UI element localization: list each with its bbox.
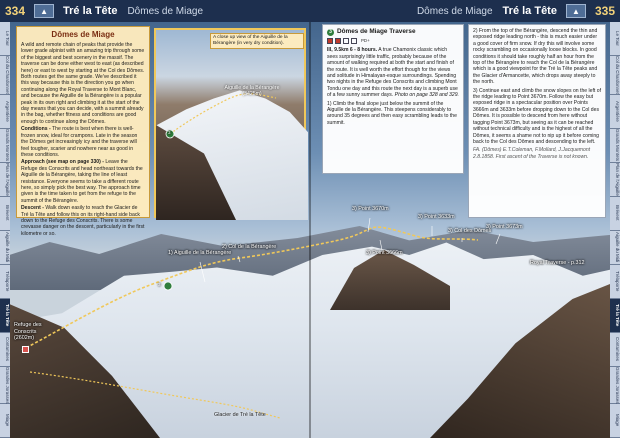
side-tab: Col du Chardonnet <box>0 56 10 95</box>
route-title-row <box>327 28 459 36</box>
route-stats: III, 9.5km 6 - 8 hours. <box>327 47 378 54</box>
side-tab-active: Tré la Tête <box>610 299 620 333</box>
route-pitch-2: 2) From the top of the Bérangère, descend the thin and exposed ridge leading north - this is much easier under a good cover of firm snow. If dry this will involve some rocky scrambling on occasionally loose blocks. In good conditions it should take roughly half an hour from the top of the Bérangère to reach the Col de la Bérangère which is a good viewpoint for the Tré la Tête peaks and the Glacier d'Armancette, which drops away steeply to the north. <box>473 28 598 86</box>
side-tab: Contamines <box>0 333 10 367</box>
label-berangere: 1) Aiguille de la Bérangère <box>168 250 232 256</box>
inset-peak-label: Aiguille de la Bérangère (3425m) <box>224 85 280 98</box>
side-tab: Plan de l'Aiguille <box>0 163 10 197</box>
side-tab: Argentière <box>610 95 620 129</box>
grade-cell <box>335 38 341 44</box>
side-tab: Grands Montets <box>0 129 10 163</box>
inset-photo <box>154 28 306 218</box>
photo-reference: Photo on page 328 and 329. <box>394 92 459 99</box>
book-logo-icon: ▲ <box>566 4 586 18</box>
route-textbox <box>322 24 464 174</box>
descent-label: Descent - <box>21 205 44 212</box>
label-col-berangere: 2) Col de la Bérangère <box>222 244 277 250</box>
side-tab: Grands Montets <box>610 129 620 163</box>
page-gutter <box>309 0 311 438</box>
grade-cell <box>351 38 357 44</box>
route-number-badge: 3 <box>327 29 334 36</box>
header-right-subtitle: Dômes de Miage <box>416 5 493 17</box>
side-tab: Le Tour <box>610 22 620 56</box>
side-tab: Grandes Jorasses <box>0 367 10 405</box>
header-left <box>0 0 310 22</box>
conditions-paragraph <box>21 126 145 158</box>
side-tab: Contamines <box>610 333 620 367</box>
approach-text: Leave the Refuge des Conscrits and head northeast towards the Aiguille de la Bérangère, taking the line of least resistance. Everyone seems to take a different route here, so simply pick the best way. The approach time given is the time taken to get from the refuge to the summit of the Bérangère. <box>21 159 143 204</box>
side-tab: Aiguille du Midi <box>0 231 10 265</box>
first-ascent-credit: FA. (Dômes) E.T.Coleman, F.Mollard, J.Jacquemont 2.8.1858. First ascent of the Traverse is not known. <box>473 147 591 160</box>
route-pitch-1: 1) Climb the final slope just below the summit of the Aiguille de la Bérangère. This steepens considerably to around 35 degrees and then easy scrambling leads to the summit. <box>327 100 457 126</box>
inset-marker-label: 3 <box>168 130 171 135</box>
side-tab: Le Tour <box>0 22 10 56</box>
label-refuge: Refuge des Conscrits (2602m) <box>14 322 42 342</box>
label-point-3673: 3) Point 3673m <box>486 224 523 230</box>
label-point-3633: 3) Point 3633m <box>418 214 455 220</box>
label-royal-traverse: Royal Traverse - p.312 <box>530 260 585 266</box>
label-point-3670: 3) Point 3670m <box>352 206 389 212</box>
route-intro-text: A true Chamonix classic which sees surprisingly little traffic, probably because of the amount of walking required at both the start and finish of the route. It is well worth the effort though for the views and solitude in Himalayan-esque surroundings. Spending two nights in the Refuge des Conscrits and climbing Mont Tondu one day and this route the next day is a superb use of a few sunny summer days. <box>327 47 458 99</box>
side-tab-active: Tré la Tête <box>0 299 10 333</box>
side-tabs-left <box>0 22 10 438</box>
header-left-subtitle: Dômes de Miage <box>127 5 204 17</box>
inset-caption: A close up view of the Aiguille de la Bérangère (in very dry condition). <box>210 33 304 49</box>
intro-heading: Dômes de Miage <box>51 30 115 39</box>
grade-cell <box>343 38 349 44</box>
route-marker-label: 3 <box>158 282 161 287</box>
side-tab: Aiguille du Midi <box>610 231 620 265</box>
approach-paragraph <box>21 159 145 204</box>
book-logo-icon: ▲ <box>34 4 54 18</box>
page-number-left: 334 <box>5 4 26 18</box>
grade-bar <box>327 38 459 44</box>
route-title: Dômes de Miage Traverse <box>337 28 416 35</box>
side-tab: Brévent <box>610 197 620 231</box>
route-continued-textbox <box>468 24 606 218</box>
header-left-title: Tré la Tête <box>63 5 118 17</box>
header-right <box>310 0 620 22</box>
grade-cell <box>327 38 333 44</box>
side-tabs-right <box>610 22 620 438</box>
side-tab: Grandes Jorasses <box>610 367 620 405</box>
header-right-title: Tré la Tête <box>502 5 557 17</box>
side-tab: Miage <box>610 404 620 438</box>
page-number-right: 335 <box>594 4 615 18</box>
label-col-des-domes: 3) Col des Dômes <box>448 228 492 234</box>
side-tab: Col du Chardonnet <box>610 56 620 95</box>
inset-route-line <box>170 94 276 134</box>
route-pitch-3: 3) Continue east and climb the snow slopes on the left of the ridge leading to Point 3670m. Follow the easy but exposed ridge in a spectacular position over Points 3666m and 3633m before dropping down to the Col des Dômes. It is possible to descend from here without tagging Point 3673m, but seeing as it can be reached without technical difficulty and is the highest of all the Dômes, it seems a shame not to nip up it before coming back to the Col des Dômes and descending to the left. <box>473 87 601 145</box>
approach-label: Approach (see map on page 330) - <box>21 159 104 166</box>
refuge-hut-icon <box>22 346 29 353</box>
route-intro <box>327 47 459 98</box>
side-tab: Trélaporte <box>610 265 620 299</box>
side-tab: Miage <box>0 404 10 438</box>
intro-textbox <box>16 26 150 237</box>
descent-text: Walk down easily to reach the Glacier de Tré la Tête and follow this on its right-hand side back down to the Refuge des Conscrits. There is some crevasse danger on the descent, particularly in the first kilometre or so. <box>21 205 145 237</box>
conditions-label: Conditions - <box>21 126 51 133</box>
grade-label: PD+ <box>361 38 370 43</box>
label-glacier: Glacier de Tré la Tête <box>214 412 266 418</box>
descent-paragraph <box>21 205 145 237</box>
side-tab: Plan de l'Aiguille <box>610 163 620 197</box>
side-tab: Argentière <box>0 95 10 129</box>
intro-paragraph: A wild and remote chain of peaks that provide the lower grade alpinist with an amazing trip through some of the biggest and best scenery in the massif. The traverse can be done either west to east (as described here) or east to west by starting at the Col des Dômes. Both routes get the same grade. We've described it this way because this is the direction you go when continuing along the Royal Traverse to Mont Blanc, and because the Aiguille de la Bérangère is a popular peak in its own right and climbing it at the start of the day means that you can decide, with a summit already in the bag, whether fitness and conditions are good enough to continue along the Dômes. <box>21 42 145 125</box>
side-tab: Trélaporte <box>0 265 10 299</box>
side-tab: Brévent <box>0 197 10 231</box>
conditions-text: The route is best when there is well-frozen snow, ideal for crampons. Late in the season the Dômes get increasingly icy and the traverse will feel tougher, scarier and nowhere near as good in these conditions. <box>21 126 138 158</box>
label-point-3666: 3) Point 3666m <box>366 250 403 256</box>
inset-route-overlay <box>156 30 308 220</box>
